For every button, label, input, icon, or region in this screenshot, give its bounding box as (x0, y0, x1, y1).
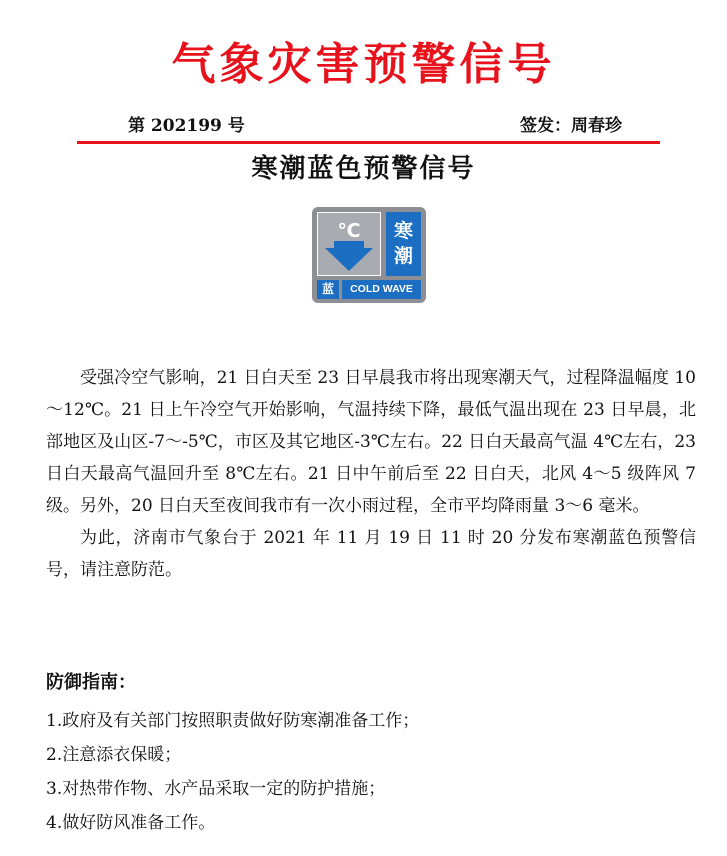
header-title: 气象灾害预警信号 (171, 39, 556, 90)
guideline-item: 4.做好防风准备工作。 (46, 813, 216, 833)
guideline-item: 3.对热带作物、水产品采取一定的防护措施； (46, 779, 386, 799)
issue-number: 第 202199 号 (128, 116, 245, 136)
signer: 签发：周春珍 (520, 116, 622, 136)
cold-wave-signal-icon (312, 207, 426, 303)
body-paragraph: 为此，济南市气象台于 2021 年 11 月 19 日 11 时 20 分发布寒潮蓝色预警信号，请注意防范。 (46, 528, 696, 580)
badge-type-label (386, 212, 421, 276)
badge-english-label: COLD WAVE (342, 280, 421, 299)
guidelines-heading: 防御指南： (46, 672, 136, 693)
guidelines-list (46, 704, 706, 840)
header-divider (77, 141, 660, 144)
guideline-item: 1.政府及有关部门按照职责做好防寒潮准备工作； (46, 711, 420, 731)
thermometer-arrow-icon (317, 212, 381, 276)
body-paragraph: 受强冷空气影响，21 日白天至 23 日早晨我市将出现寒潮天气，过程降温幅度 10～12℃。21 日上午冷空气开始影响，气温持续下降，最低气温出现在 23 日早晨，北部地区及山区-7～-5℃，市区及其它地区-3℃左右。22 日白天最高气温 4℃左右，23 日白天最高气温回升至 8℃左右。21 日中午前后至 22 日白天，北风 4～5 级阵风 7 级。另外，20 日白天至夜间我市有一次小雨过程，全市平均降雨量 3～6 毫米。 (46, 368, 696, 516)
badge-char-2: 潮 (393, 245, 413, 267)
warning-body (46, 362, 696, 586)
celsius-symbol: ℃ (337, 220, 361, 242)
guideline-item: 2.注意添衣保暖； (46, 745, 182, 765)
badge-level: 蓝 (317, 280, 339, 299)
warning-title: 寒潮蓝色预警信号 (251, 154, 476, 184)
badge-char-1: 寒 (393, 220, 413, 242)
